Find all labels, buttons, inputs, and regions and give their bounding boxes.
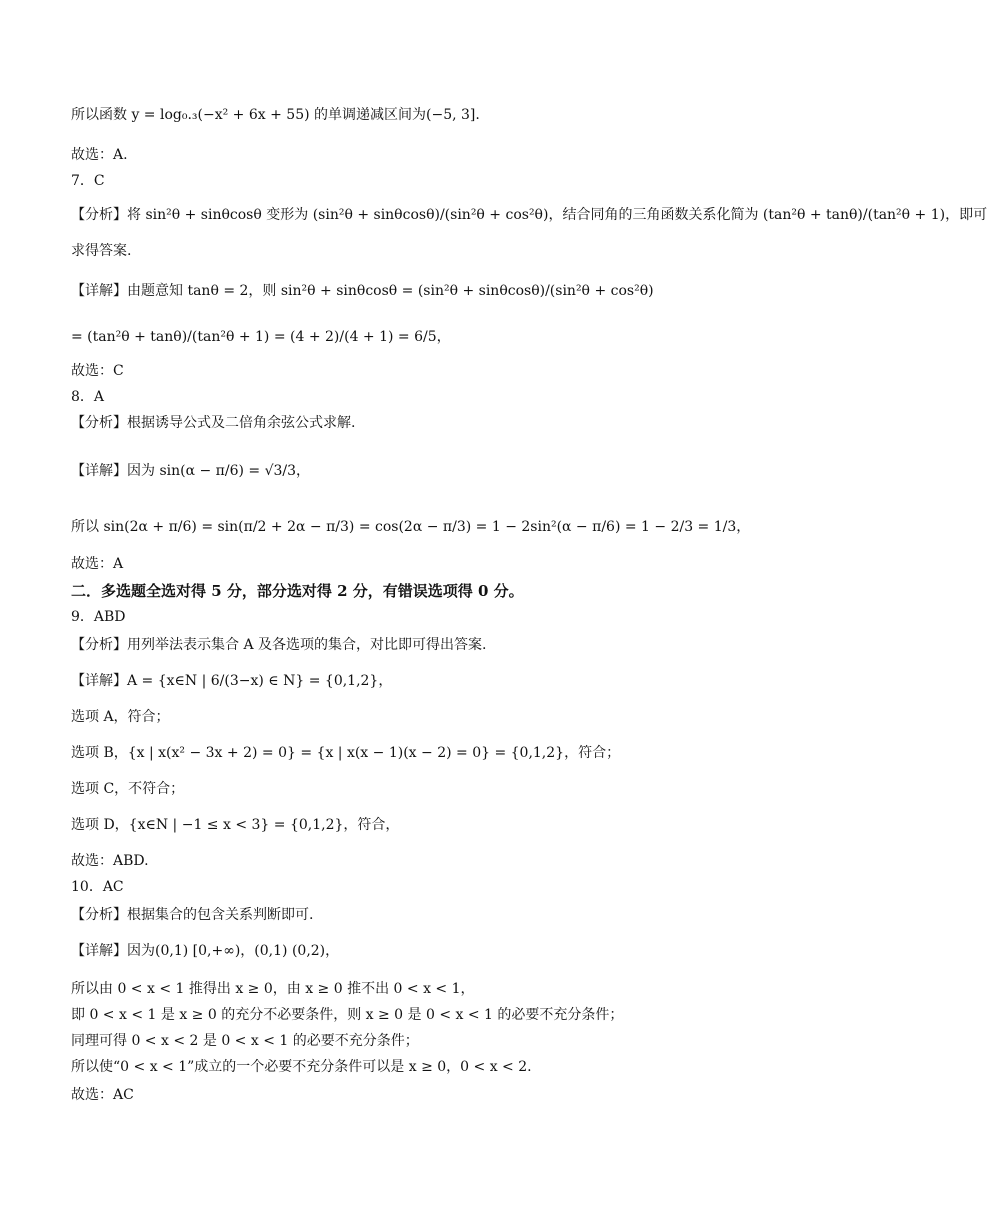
section-heading-multi-choice: 二．多选题全选对得 5 分，部分选对得 2 分，有错误选项得 0 分。 [71,582,524,600]
q9-detail: 【详解】A = {x∈N | 6/(3−x) ∈ N} = {0,1,2}， [71,673,393,689]
q7-analysis: 【分析】将 sin²θ + sinθcosθ 变形为 (sin²θ + sinθcosθ)/(sin²θ + cos²θ)，结合同角的三角函数关系化简为 (tan²θ + tanθ)/(tan²θ + 1)，即可 [71,207,987,223]
q10-analysis: 【分析】根据集合的包含关系判断即可. [71,907,314,923]
answer-10: 故选：AC [71,1087,134,1103]
question-7-heading: 7．C [71,173,105,189]
q7-detail-result: = (tan²θ + tanθ)/(tan²θ + 1) = (4 + 2)/(4 + 1) = 6/5， [71,329,451,345]
question-9-heading: 9．ABD [71,609,126,625]
q10-detail: 【详解】因为(0,1) [0,+∞)，(0,1) (0,2)， [71,943,340,959]
q7-analysis-cont: 求得答案. [71,243,132,259]
q9-option-c: 选项 C，不符合； [71,781,185,797]
q9-option-b: 选项 B，{x | x(x² − 3x + 2) = 0} = {x | x(x − 1)(x − 2) = 0} = {0,1,2}，符合； [71,745,621,761]
question-8-heading: 8．A [71,389,105,405]
q7-detail: 【详解】由题意知 tanθ = 2，则 sin²θ + sinθcosθ = (sin²θ + sinθcosθ)/(sin²θ + cos²θ) [71,283,654,299]
q9-option-d: 选项 D，{x∈N | −1 ≤ x < 3} = {0,1,2}，符合， [71,817,400,833]
answer-9: 故选：ABD. [71,853,149,869]
q8-detail: 【详解】因为 sin(α − π/6) = √3/3， [71,463,311,479]
q9-option-a: 选项 A，符合； [71,709,170,725]
q8-derivation: 所以 sin(2α + π/6) = sin(π/2 + 2α − π/3) = cos(2α − π/3) = 1 − 2sin²(α − π/6) = 1 − 2/3 = 1/3， [71,519,751,535]
q10-reasoning-3: 同理可得 0 < x < 2 是 0 < x < 1 的必要不充分条件； [71,1033,419,1049]
line-log-range: 所以函数 y = log₀.₃(−x² + 6x + 55) 的单调递减区间为(−5, 3]. [71,107,480,123]
question-10-heading: 10．AC [71,879,124,895]
answer-6: 故选：A. [71,147,128,163]
q8-analysis: 【分析】根据诱导公式及二倍角余弦公式求解. [71,415,356,431]
q9-analysis: 【分析】用列举法表示集合 A 及各选项的集合，对比即可得出答案. [71,637,487,653]
answer-7: 故选：C [71,363,124,379]
q10-conclusion: 所以使“0 < x < 1”成立的一个必要不充分条件可以是 x ≥ 0，0 < x < 2. [71,1059,532,1075]
q10-reasoning-1: 所以由 0 < x < 1 推得出 x ≥ 0，由 x ≥ 0 推不出 0 < x < 1， [71,981,475,997]
q10-reasoning-2: 即 0 < x < 1 是 x ≥ 0 的充分不必要条件，则 x ≥ 0 是 0 < x < 1 的必要不充分条件； [71,1007,624,1023]
answer-8: 故选：A [71,556,124,572]
